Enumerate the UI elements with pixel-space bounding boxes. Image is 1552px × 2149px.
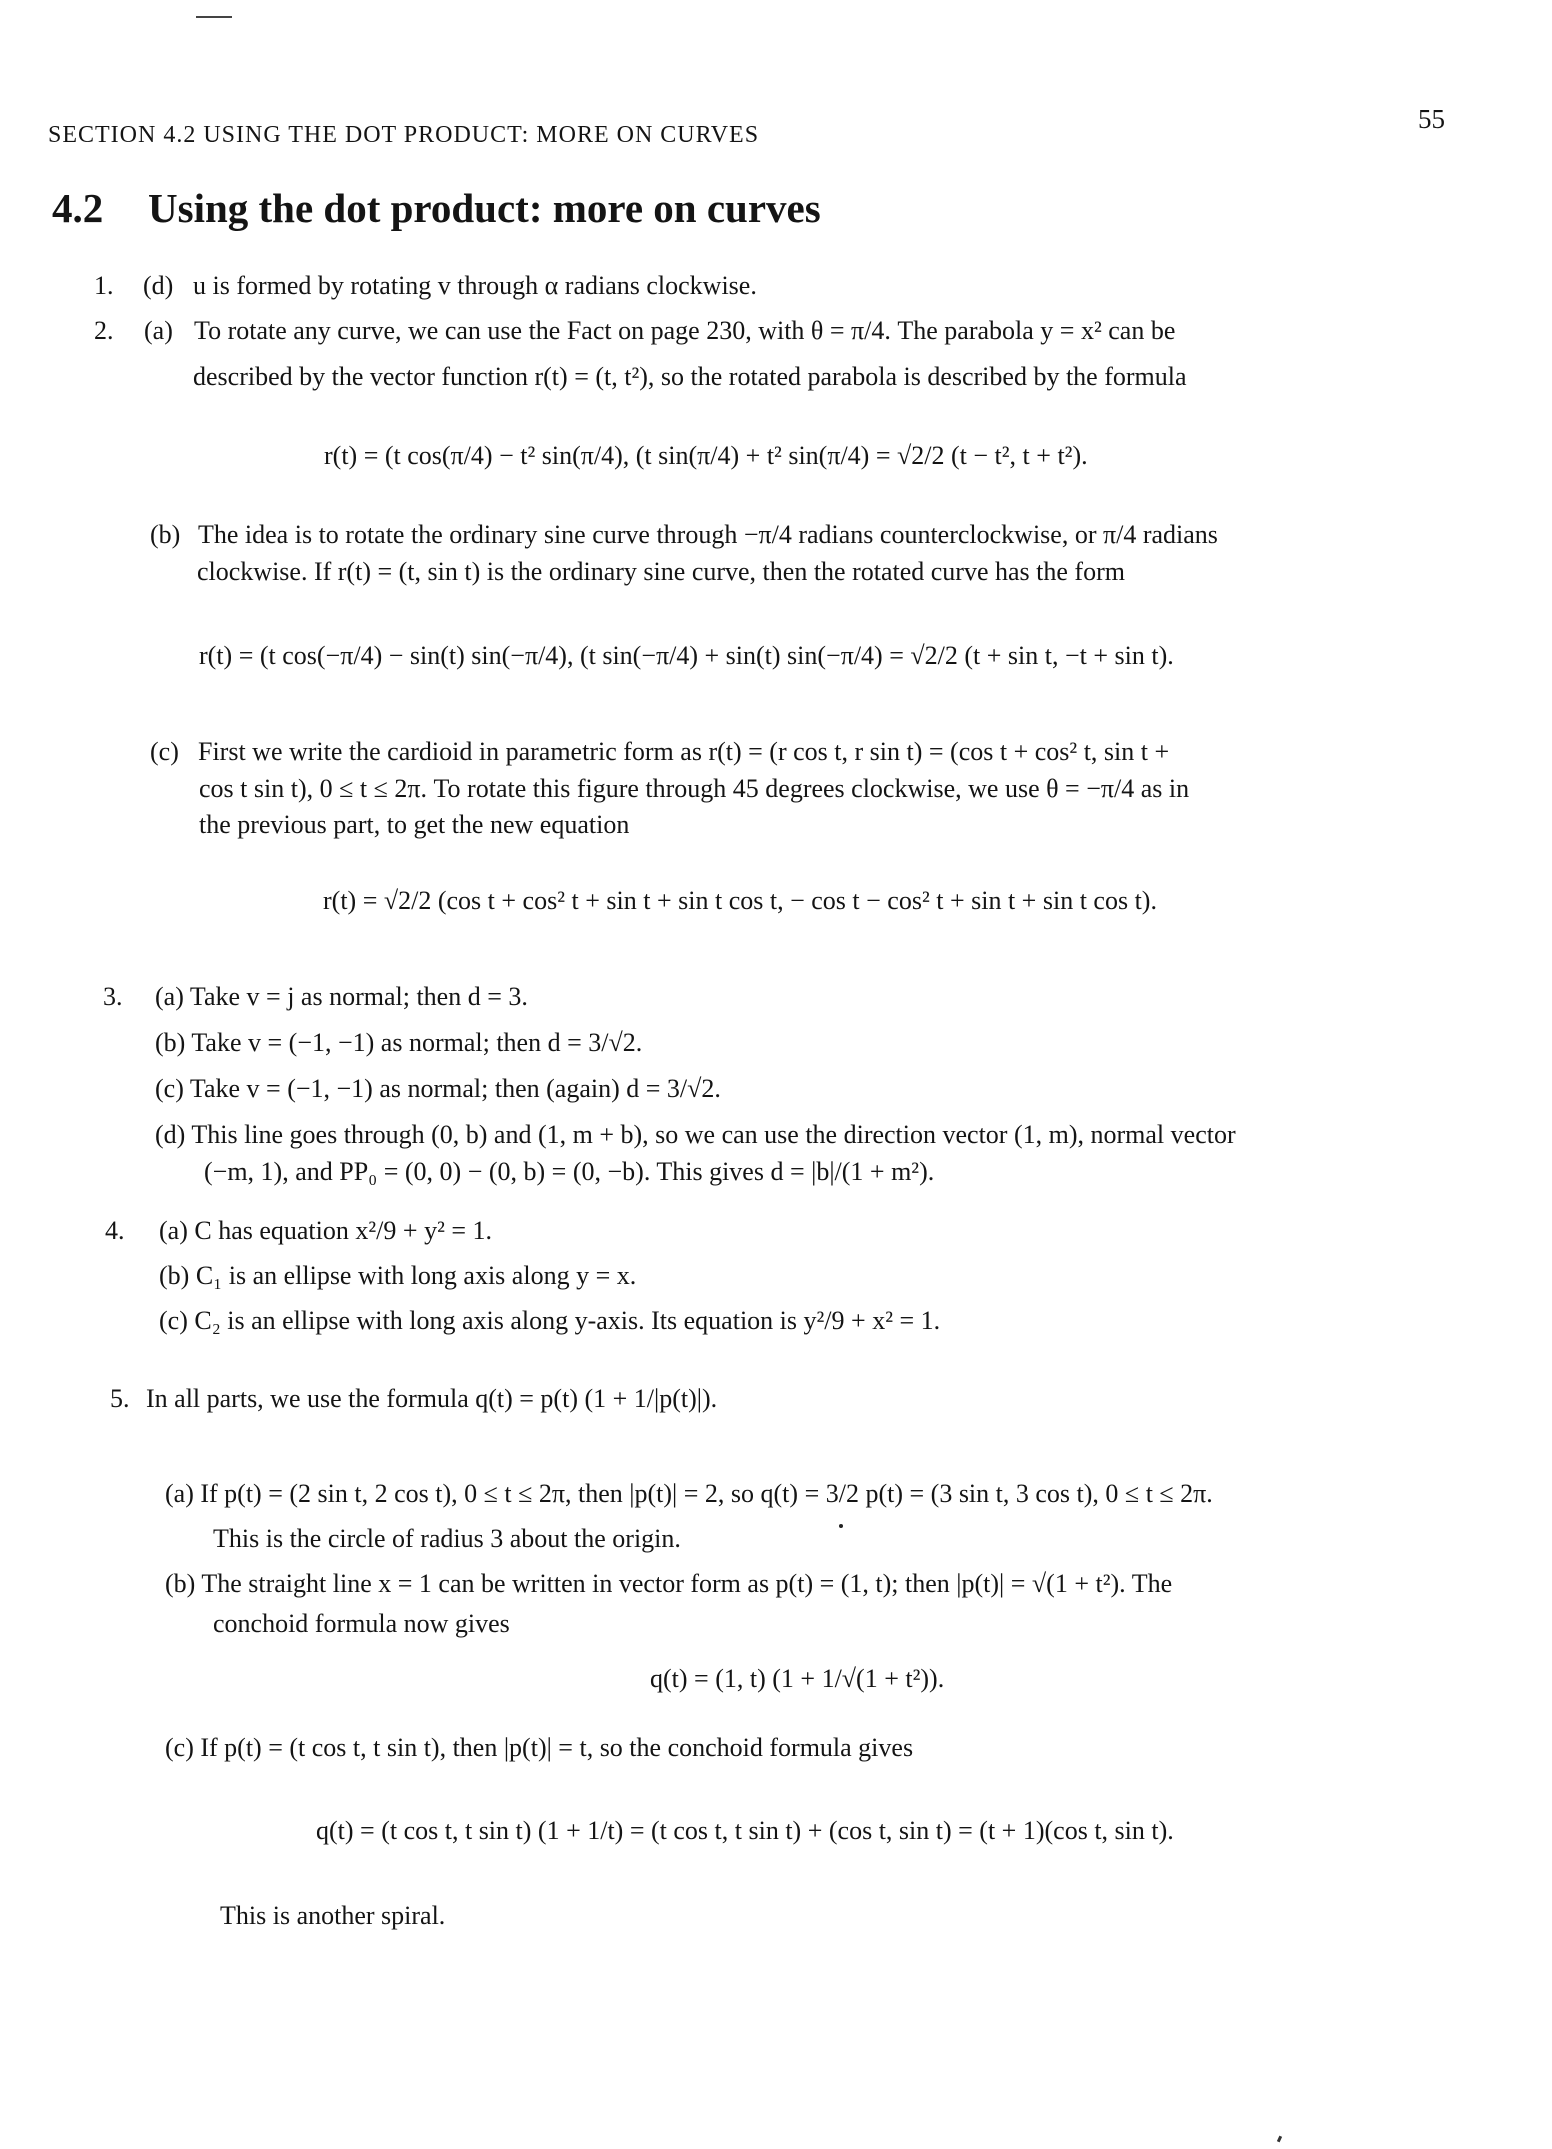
stray-dot-mark — [839, 1524, 843, 1528]
equation-2a: r(t) = (t cos(π/4) − t² sin(π/4), (t sin(π/4) + t² sin(π/4) = √2/2 (t − t², t + t²). — [324, 441, 1088, 470]
problem-1: 1. (d) u is formed by rotating v through α radians clockwise. — [94, 271, 757, 300]
problem-3d-line-1: (d) This line goes through (0, b) and (1, m + b), so we can use the direction vector (1, m), normal vector — [155, 1120, 1236, 1149]
problem-3d-line-2: (−m, 1), and PP₀ = (0, 0) − (0, b) = (0, −b). This gives d = |b|/(1 + m²). — [204, 1157, 935, 1186]
problem-2a-line-1: 2. (a) To rotate any curve, we can use the Fact on page 230, with θ = π/4. The parabola y = x² can be — [94, 316, 1176, 345]
section-number: 4.2 — [52, 185, 104, 231]
problem-1-text: u is formed by rotating v through α radians clockwise. — [193, 271, 757, 300]
problem-5b-line-2: conchoid formula now gives — [213, 1609, 510, 1638]
problem-5b-line-1: (b) The straight line x = 1 can be written in vector form as p(t) = (1, t); then |p(t)| = √(1 + t²). The — [165, 1569, 1173, 1598]
problem-3c: (c) Take v = (−1, −1) as normal; then (again) d = 3/√2. — [155, 1074, 721, 1103]
problem-2c-line-2: cos t sin t), 0 ≤ t ≤ 2π. To rotate this figure through 45 degrees clockwise, we use θ = −π/4 as in — [199, 774, 1190, 803]
problem-5c-line-2: This is another spiral. — [220, 1901, 446, 1930]
page-number: 55 — [1418, 104, 1445, 134]
equation-2b: r(t) = (t cos(−π/4) − sin(t) sin(−π/4), (t sin(−π/4) + sin(t) sin(−π/4) = √2/2 (t + sin t, −t + sin t). — [199, 641, 1174, 670]
problem-5a-line-2: This is the circle of radius 3 about the origin. — [213, 1524, 681, 1553]
problem-5-intro: 5. In all parts, we use the formula q(t) = p(t) (1 + 1/|p(t)|). — [110, 1384, 718, 1413]
problem-4b: (b) C₁ is an ellipse with long axis along y = x. — [159, 1261, 637, 1290]
problem-3b: (b) Take v = (−1, −1) as normal; then d = 3/√2. — [155, 1028, 643, 1057]
problem-4a: 4. (a) C has equation x²/9 + y² = 1. — [105, 1216, 493, 1245]
problem-2c-line-1: (c) First we write the cardioid in parametric form as r(t) = (r cos t, r sin t) = (cos t + cos² t, sin t + — [150, 737, 1170, 766]
problem-3a: 3. (a) Take v = j as normal; then d = 3. — [103, 982, 528, 1011]
equation-5c: q(t) = (t cos t, t sin t) (1 + 1/t) = (t cos t, t sin t) + (cos t, sin t) = (t + 1)(cos t, sin t). — [316, 1816, 1174, 1845]
problem-2b-line-2: clockwise. If r(t) = (t, sin t) is the ordinary sine curve, then the rotated curve has the form — [197, 557, 1125, 586]
top-rule — [196, 16, 232, 18]
problem-2c-line-3: the previous part, to get the new equation — [199, 810, 630, 839]
problem-5a-line-1: (a) If p(t) = (2 sin t, 2 cos t), 0 ≤ t ≤ 2π, then |p(t)| = 2, so q(t) = 3/2 p(t) = (3 sin t, 3 cos t), 0 ≤ t ≤ 2π. — [165, 1479, 1213, 1508]
stray-tick-mark — [1277, 2136, 1282, 2143]
problem-4c: (c) C₂ is an ellipse with long axis along y-axis. Its equation is y²/9 + x² = 1. — [159, 1306, 941, 1335]
problem-2b-line-1: (b) The idea is to rotate the ordinary sine curve through −π/4 radians counterclockwise, or π/4 radians — [150, 520, 1218, 549]
problem-2a-line-2: described by the vector function r(t) = (t, t²), so the rotated parabola is described by the formula — [193, 362, 1187, 391]
running-head: SECTION 4.2 USING THE DOT PRODUCT: MORE ON CURVES — [48, 122, 760, 148]
equation-5b: q(t) = (1, t) (1 + 1/√(1 + t²)). — [650, 1664, 945, 1693]
section-heading — [52, 184, 821, 232]
equation-2c: r(t) = √2/2 (cos t + cos² t + sin t + sin t cos t, − cos t − cos² t + sin t + sin t cos t). — [323, 886, 1157, 915]
section-title: Using the dot product: more on curves — [148, 185, 821, 231]
problem-5c-line-1: (c) If p(t) = (t cos t, t sin t), then |p(t)| = t, so the conchoid formula gives — [165, 1733, 914, 1762]
